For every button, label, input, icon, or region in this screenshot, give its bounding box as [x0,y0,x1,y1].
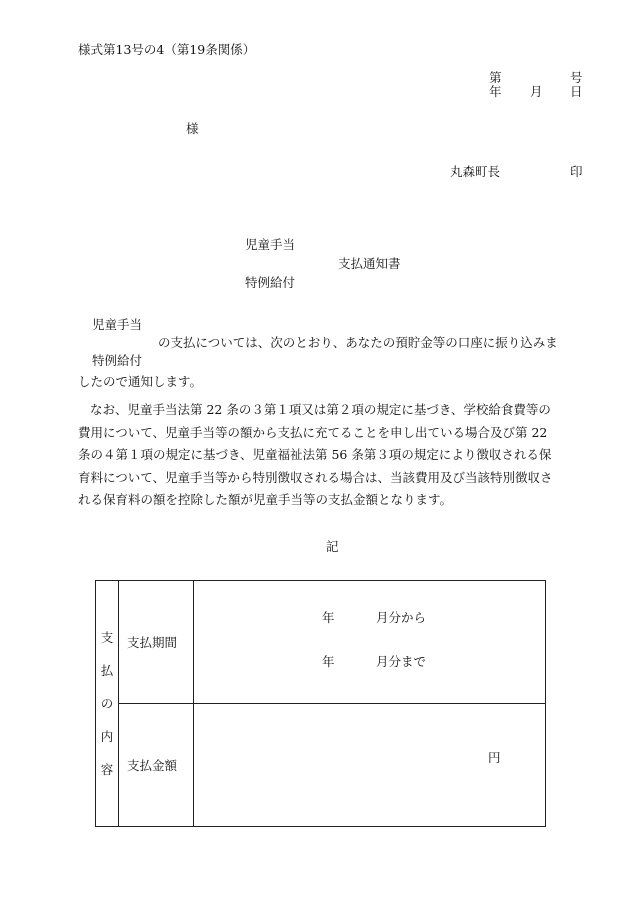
number-suffix: 号 [570,70,583,85]
side-label-char: 内 [100,729,114,744]
title-option-special-benefit: 特例給付 [245,275,296,290]
note-line: 条の４第１項の規定に基づき、児童福祉法第 56 条第３項の規定により徴収される保 [78,447,552,462]
period-from-year: 年 [322,610,335,625]
side-label-char: 支 [100,630,114,645]
body-line-1: の支払については、次のとおり、あなたの預貯金等の口座に振り込みま [158,335,558,350]
period-label: 支払期間 [119,581,194,704]
body-option-special-benefit: 特例給付 [92,353,143,368]
note-line: 費用について、児童手当等の額から支払に充てることを申し出ている場合及び第 22 [78,424,548,440]
period-value [194,581,546,704]
note-line: なお、児童手当法第 22 条の３第１項又は第２項の規定に基づき、学校給食費等の [90,402,551,417]
period-to-text: 月分まで [376,654,427,669]
issuer-name: 丸森町長 [450,164,501,179]
amount-unit: 円 [488,750,501,765]
date-day: 日 [570,84,583,99]
note-paragraph [78,400,588,513]
side-label-char: 容 [100,762,114,777]
form-number: 様式第13号の4（第19条関係） [78,42,256,57]
payment-content-side-label [96,581,119,827]
period-to-year: 年 [322,654,335,669]
amount-label: 支払金額 [119,704,194,827]
period-from-text: 月分から [376,610,427,625]
issuer-seal: 印 [570,164,583,179]
number-prefix: 第 [489,70,502,85]
amount-value [194,704,546,827]
record-heading: 記 [326,539,339,554]
body-option-child-allowance: 児童手当 [92,317,143,332]
date-month: 月 [530,84,543,99]
date-year: 年 [489,84,502,99]
body-line-2: したので通知します。 [78,374,203,389]
recipient-suffix: 様 [186,121,199,136]
side-label-char: 払 [100,663,114,678]
note-line: 育料について、児童手当等から特別徴収される場合は、当該費用及び当該特別徴収さ [78,469,553,485]
document-title: 支払通知書 [338,256,401,271]
note-line: れる保育料の額を控除した額が児童手当等の支払金額となります。 [78,492,453,507]
title-option-child-allowance: 児童手当 [245,237,296,252]
payment-details-table [95,580,546,827]
side-label-char: の [100,696,114,711]
